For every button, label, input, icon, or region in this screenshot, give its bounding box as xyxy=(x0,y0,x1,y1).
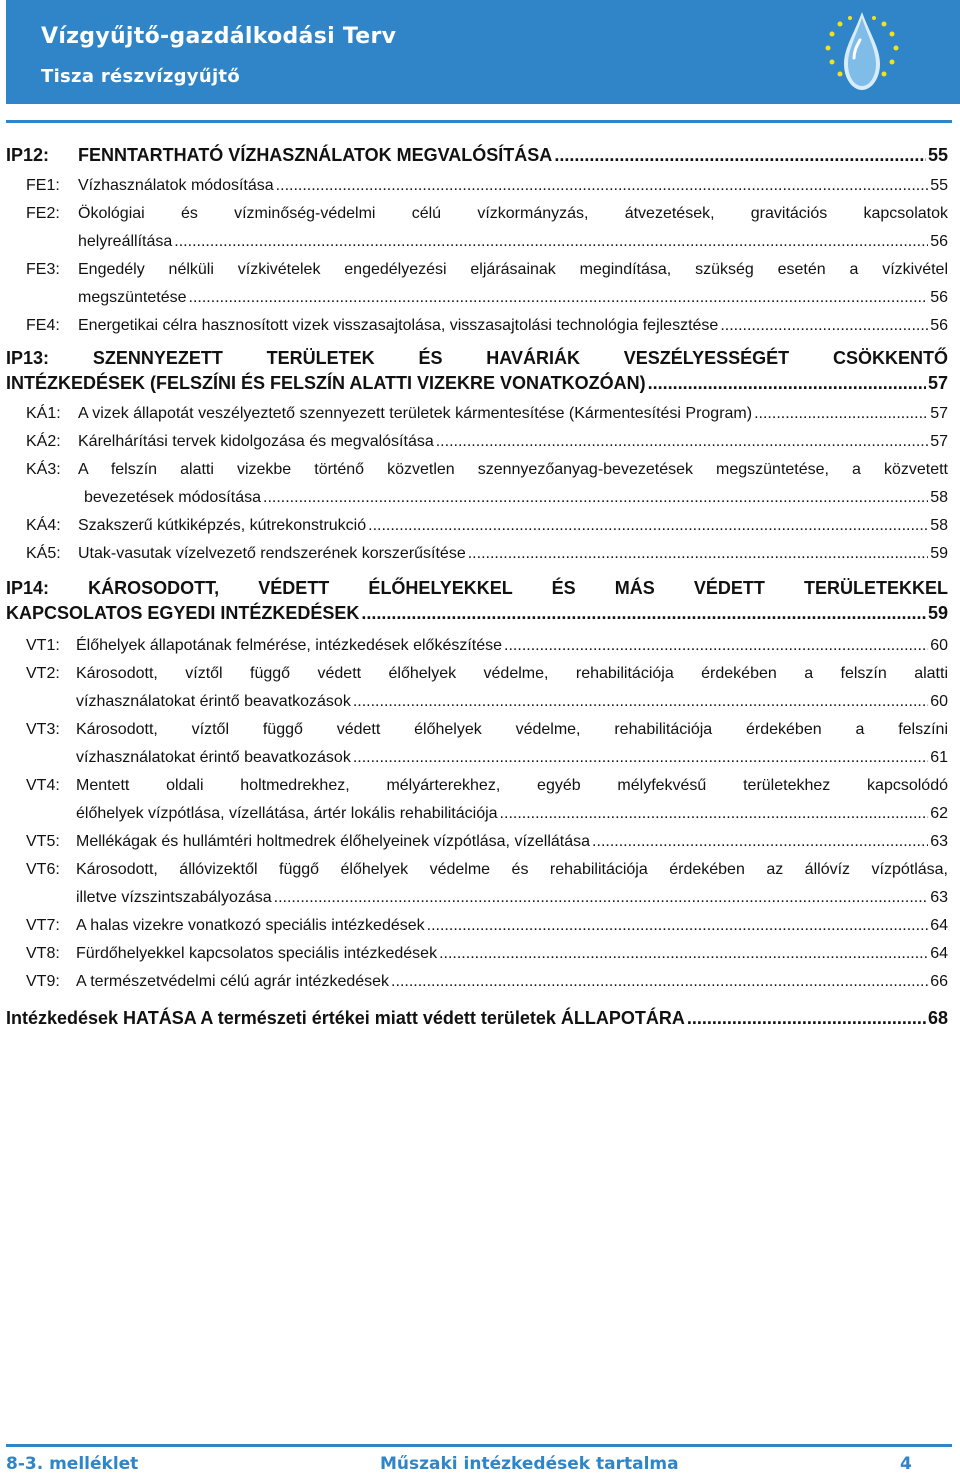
toc-entry-vt5[interactable] xyxy=(6,828,948,856)
toc-page: 59 xyxy=(927,603,948,623)
toc-page: 57 xyxy=(927,373,948,393)
toc-title: A természetvédelmi célú agrár intézkedések xyxy=(76,973,390,990)
toc-title-line1: Engedély nélküli vízkivételek engedélyezési eljárásainak megindítása, szükség esetén a vízkivétel xyxy=(78,261,948,278)
toc-code: KÁ2: xyxy=(26,433,61,450)
toc-title-line1: Károsodott, víztől függő védett élőhelyek védelme, rehabilitációja érdekében a felszíni xyxy=(76,721,948,738)
toc-entry-fe2[interactable] xyxy=(6,200,948,256)
toc-code: VT9: xyxy=(26,973,60,990)
document-title: Vízgyűjtő-gazdálkodási Terv xyxy=(41,24,397,49)
toc-page: 61 xyxy=(930,749,948,766)
toc-code: FE3: xyxy=(26,261,60,278)
toc-entry-ka5[interactable] xyxy=(6,540,948,568)
toc-title-line2: élőhelyek vízpótlása, vízellátása, ártér lokális rehabilitációja xyxy=(76,805,498,822)
toc-page: 64 xyxy=(930,945,948,962)
water-drop-logo-icon xyxy=(814,4,910,100)
toc-entry-ka4[interactable] xyxy=(6,512,948,540)
toc-code: FE2: xyxy=(26,205,60,222)
toc-entry-vt2[interactable] xyxy=(6,660,948,716)
toc-entry-vt9[interactable] xyxy=(6,968,948,996)
toc-page: 63 xyxy=(930,889,948,906)
toc-page: 64 xyxy=(930,917,948,934)
toc-title-line1: Mentett oldali holtmedrekhez, mélyárterekhez, egyéb mélyfekvésű területekhez kapcsolódó xyxy=(76,777,948,794)
toc-page: 55 xyxy=(930,177,948,194)
toc-title-line2: illetve vízszintszabályozása xyxy=(76,889,272,906)
toc-code: VT3: xyxy=(26,721,60,738)
toc-page: 56 xyxy=(930,289,948,306)
toc-title: Fürdőhelyekkel kapcsolatos speciális intézkedések xyxy=(76,945,438,962)
top-rule xyxy=(6,120,952,123)
toc-title: Élőhelyek állapotának felmérése, intézkedések előkészítése xyxy=(76,637,503,654)
toc-page: 63 xyxy=(930,833,948,850)
toc-page: 68 xyxy=(927,1008,948,1028)
toc-title-line2: vízhasználatokat érintő beavatkozások xyxy=(76,693,351,710)
toc-entry-fe4[interactable] xyxy=(6,312,948,340)
toc-entry-ka2[interactable] xyxy=(6,428,948,456)
toc-page: 60 xyxy=(930,637,948,654)
toc-title: Vízhasználatok módosítása xyxy=(78,177,274,194)
toc-title-line2: megszüntetése xyxy=(78,289,187,306)
toc-title-line2: INTÉZKEDÉSEK (FELSZÍNI ÉS FELSZÍN ALATTI VIZEKRE VONATKOZÓAN) xyxy=(6,373,646,393)
toc-entry-fe1[interactable] xyxy=(6,172,948,200)
toc-title: Energetikai célra hasznosított vizek visszasajtolása, visszasajtolási technológia fejlesztése xyxy=(78,317,719,334)
toc-code: VT4: xyxy=(26,777,60,794)
toc-entry-ip14[interactable] xyxy=(6,576,948,626)
toc-entry-vt6[interactable] xyxy=(6,856,948,912)
toc-code: IP12: xyxy=(6,145,50,165)
toc-entry-hatasa[interactable] xyxy=(6,1004,948,1032)
toc-page: 57 xyxy=(930,433,948,450)
toc-code: VT2: xyxy=(26,665,60,682)
toc-title-line2: KAPCSOLATOS EGYEDI INTÉZKEDÉSEK xyxy=(6,603,360,623)
toc-title-line2: helyreállítása xyxy=(78,233,173,250)
toc-title: Intézkedések HATÁSA A természeti értékei miatt védett területek ÁLLAPOTÁRA xyxy=(6,1008,685,1028)
toc-title-line1: A felszín alatti vizekbe történő közvetlen szennyezőanyag-bevezetések megszüntetése, a közvetett xyxy=(78,461,948,478)
table-of-contents xyxy=(6,139,948,1032)
toc-title-line1: Ökológiai és vízminőség-védelmi célú vízkormányzás, átvezetések, gravitációs kapcsolatok xyxy=(78,205,948,222)
toc-title-line2: bevezetések módosítása xyxy=(84,489,261,506)
toc-entry-vt4[interactable] xyxy=(6,772,948,828)
toc-title-line1: SZENNYEZETT TERÜLETEK ÉS HAVÁRIÁK VESZÉLYESSÉGÉT CSÖKKENTŐ xyxy=(92,348,948,368)
footer-section-title: Műszaki intézkedések tartalma xyxy=(380,1454,679,1474)
toc-title-line1: Károsodott, állóvizektől függő élőhelyek védelme és rehabilitációja érdekében az állóvíz vízpótlása, xyxy=(76,861,948,878)
toc-code: FE4: xyxy=(26,317,60,334)
toc-page: 60 xyxy=(930,693,948,710)
toc-code: VT1: xyxy=(26,637,60,654)
toc-entry-ip13[interactable] xyxy=(6,346,948,396)
toc-entry-ka1[interactable] xyxy=(6,400,948,428)
toc-code: KÁ5: xyxy=(26,545,61,562)
toc-title-line2: vízhasználatokat érintő beavatkozások xyxy=(76,749,351,766)
toc-page: 56 xyxy=(930,317,948,334)
toc-title: A halas vizekre vonatkozó speciális intézkedések xyxy=(76,917,425,934)
bottom-rule xyxy=(6,1444,952,1447)
toc-title-line1: Károsodott, víztől függő védett élőhelyek védelme, rehabilitációja érdekében a felszín alatti xyxy=(76,665,948,682)
toc-code: FE1: xyxy=(26,177,60,194)
toc-code: KÁ4: xyxy=(26,517,61,534)
toc-page: 58 xyxy=(930,517,948,534)
toc-page: 56 xyxy=(930,233,948,250)
toc-entry-ka3[interactable] xyxy=(6,456,948,512)
toc-code: VT7: xyxy=(26,917,60,934)
toc-page: 59 xyxy=(930,545,948,562)
toc-entry-fe3[interactable] xyxy=(6,256,948,312)
toc-title: Kárelhárítási tervek kidolgozása és megvalósítása xyxy=(78,433,434,450)
toc-page: 57 xyxy=(930,405,948,422)
toc-code: VT6: xyxy=(26,861,60,878)
toc-page: 55 xyxy=(927,145,948,165)
toc-title: FENNTARTHATÓ VÍZHASZNÁLATOK MEGVALÓSÍTÁSA xyxy=(78,145,553,165)
toc-entry-vt3[interactable] xyxy=(6,716,948,772)
toc-title: Mellékágak és hullámtéri holtmedrek élőhelyeinek vízpótlása, vízellátása xyxy=(76,833,591,850)
toc-title: Szakszerű kútkiképzés, kútrekonstrukció xyxy=(78,517,367,534)
toc-title-line1: KÁROSODOTT, VÉDETT ÉLŐHELYEKKEL ÉS MÁS VÉDETT TERÜLETEKKEL xyxy=(88,578,948,598)
toc-page: 66 xyxy=(930,973,948,990)
toc-title: A vizek állapotát veszélyeztető szennyezett területek kármentesítése (Kármentesítési Program) xyxy=(78,405,753,422)
toc-code: VT5: xyxy=(26,833,60,850)
toc-entry-vt1[interactable] xyxy=(6,632,948,660)
footer-annex-label: 8-3. melléklet xyxy=(6,1454,139,1474)
toc-entry-vt8[interactable] xyxy=(6,940,948,968)
footer-page-number: 4 xyxy=(900,1454,912,1474)
document-subtitle: Tisza részvízgyűjtő xyxy=(41,66,240,87)
toc-code: KÁ1: xyxy=(26,405,61,422)
toc-title: Utak-vasutak vízelvezető rendszerének korszerűsítése xyxy=(78,545,466,562)
toc-code: KÁ3: xyxy=(26,461,61,478)
toc-page: 62 xyxy=(930,805,948,822)
toc-code: IP13: xyxy=(6,348,50,368)
toc-entry-ip12[interactable] xyxy=(6,143,948,168)
toc-page: 58 xyxy=(930,489,948,506)
header-banner xyxy=(6,0,960,104)
page-footer xyxy=(6,1454,916,1476)
toc-entry-vt7[interactable] xyxy=(6,912,948,940)
toc-code: VT8: xyxy=(26,945,60,962)
toc-code: IP14: xyxy=(6,578,50,598)
